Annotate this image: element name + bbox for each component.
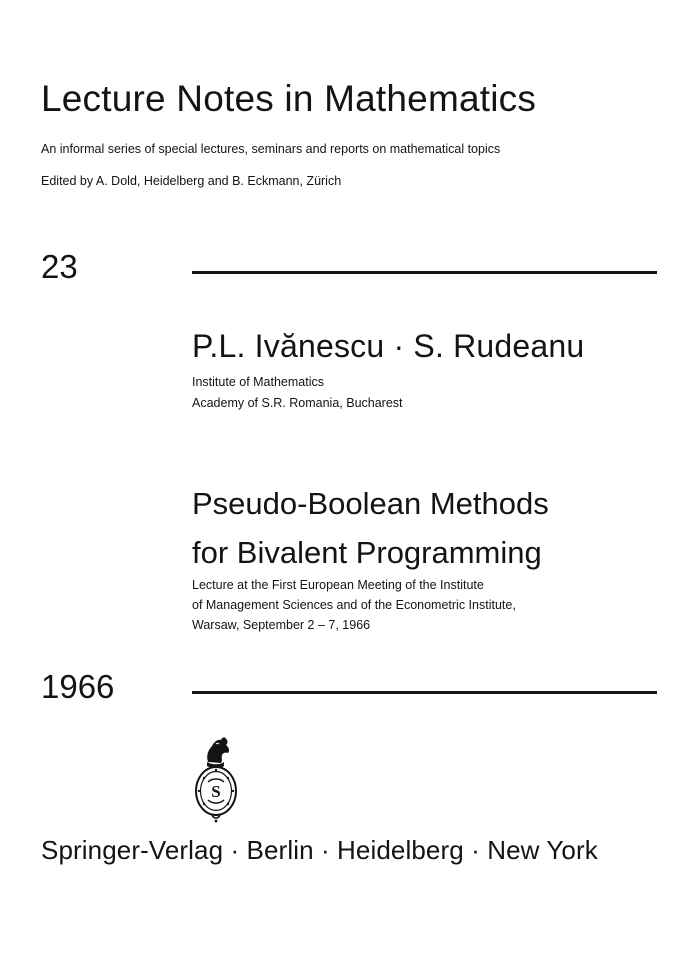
affiliation-line-2: Academy of S.R. Romania, Bucharest: [192, 396, 403, 410]
volume-number: 23: [41, 248, 78, 285]
book-title-line-1: Pseudo-Boolean Methods: [192, 486, 549, 521]
bottom-divider: [192, 691, 657, 694]
series-subtitle: An informal series of special lectures, seminars and reports on mathematical topics: [41, 142, 501, 156]
author-names: P.L. Ivănescu · S. Rudeanu: [192, 328, 585, 364]
series-title: Lecture Notes in Mathematics: [41, 78, 537, 119]
occasion-line-3: Warsaw, September 2 – 7, 1966: [192, 618, 371, 632]
occasion-line-1: Lecture at the First European Meeting of the Institute: [192, 578, 484, 592]
occasion-line-2: of Management Sciences and of the Econometric Institute,: [192, 598, 516, 612]
springer-knight-logo-icon: [188, 734, 244, 824]
svg-text:S: S: [211, 782, 221, 801]
book-title-line-2: for Bivalent Programming: [192, 535, 542, 570]
series-editors: Edited by A. Dold, Heidelberg and B. Eckmann, Zürich: [41, 174, 342, 188]
affiliation-line-1: Institute of Mathematics: [192, 375, 325, 389]
publication-year: 1966: [41, 668, 115, 705]
publisher-line: Springer-Verlag · Berlin · Heidelberg · New York: [41, 835, 598, 865]
top-divider: [192, 271, 657, 274]
